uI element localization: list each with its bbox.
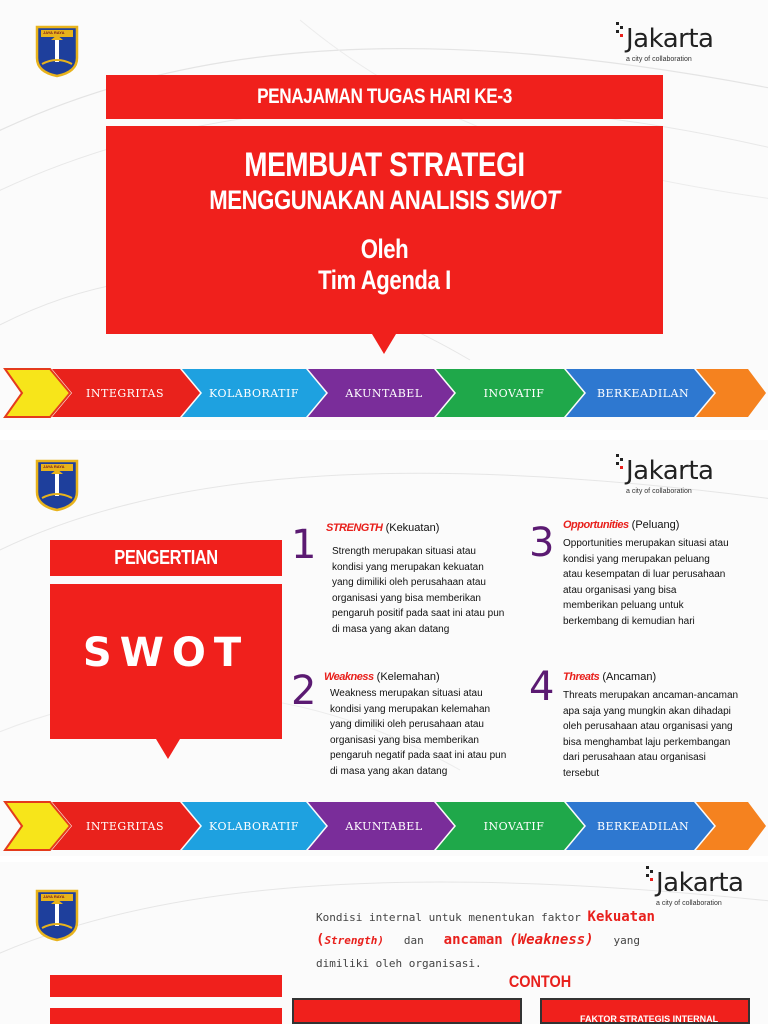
desc-line: organisasi yang bisa memberikan xyxy=(330,734,479,746)
values-ribbon xyxy=(0,800,768,852)
desc-line: organisasi yang bisa memberikan xyxy=(332,592,481,604)
item-4-heading xyxy=(563,671,656,683)
desc-line: kondisi yang merupakan kekuatan xyxy=(332,561,484,573)
jakarta-logo xyxy=(616,454,756,504)
example-box xyxy=(540,998,750,1024)
internal-conditions-text xyxy=(316,906,712,975)
ribbon-akuntabel: AKUNTABEL xyxy=(345,387,423,400)
ribbon-integritas: INTEGRITAS xyxy=(86,387,164,400)
jakarta-emblem xyxy=(34,458,80,512)
item-2-desc xyxy=(330,686,506,779)
desc-line: Opportunities merupakan situasi atau xyxy=(563,538,729,549)
desc-line: di masa yang akan datang xyxy=(332,623,450,635)
example-box-label: FAKTOR STRATEGIS INTERNAL xyxy=(580,1014,719,1024)
swot-box xyxy=(50,584,282,739)
title-line-2 xyxy=(156,185,613,216)
red-bar xyxy=(50,975,282,997)
desc-line: di masa yang akan datang xyxy=(330,765,448,777)
item-4-number: 4 xyxy=(529,664,555,710)
desc-line: pengaruh positif pada saat ini atau pun xyxy=(332,608,505,619)
ribbon-inovatif: INOVATIF xyxy=(483,387,545,400)
by-label: Oleh xyxy=(360,234,409,264)
item-2-number: 2 xyxy=(291,668,317,714)
desc-line: memberikan peluang untuk xyxy=(563,600,684,611)
ribbon-inovatif: INOVATIF xyxy=(483,820,545,833)
text-part: Kondisi internal untuk menentukan faktor xyxy=(316,911,581,924)
item-3-number: 3 xyxy=(529,520,555,566)
ribbon-integritas: INTEGRITAS xyxy=(86,820,164,833)
red-bar xyxy=(50,1008,282,1024)
item-3-meaning: (Peluang) xyxy=(631,519,680,531)
slide-gap xyxy=(0,430,768,440)
slide-3 xyxy=(0,862,768,1024)
header-banner xyxy=(106,75,663,119)
jakarta-emblem xyxy=(34,24,80,78)
desc-line: dari perusahaan atau organisasi xyxy=(563,752,706,763)
jakarta-tagline: a city of collaboration xyxy=(656,900,722,907)
text-part: yang xyxy=(613,934,640,947)
ribbon-berkeadilan: BERKEADILAN xyxy=(596,820,690,833)
title-box xyxy=(106,126,663,334)
title-pointer xyxy=(372,334,396,354)
desc-line: atau organisasi yang bisa xyxy=(563,584,677,596)
text-part: dimiliki oleh organisasi. xyxy=(316,957,482,970)
desc-line: bisa menghambat laju perkembangan xyxy=(563,736,731,748)
title-swot: SWOT xyxy=(495,185,560,215)
ribbon-berkeadilan: BERKEADILAN xyxy=(596,387,690,400)
item-4-desc xyxy=(563,688,738,781)
item-3-desc xyxy=(563,536,729,629)
jakarta-wordmark: Jakarta xyxy=(626,24,714,54)
desc-line: oleh perusahaan atau organisasi yang xyxy=(563,721,733,732)
ribbon-kolaboratif: KOLABORATIF xyxy=(209,820,299,833)
jakarta-tagline: a city of collaboration xyxy=(626,488,692,495)
item-3-heading xyxy=(563,519,679,531)
pengertian-banner xyxy=(50,540,282,576)
item-2-meaning: (Kelemahan) xyxy=(376,671,440,683)
title-line-1: MEMBUAT STRATEGI xyxy=(244,146,525,184)
jakarta-wordmark: Jakarta xyxy=(656,868,744,898)
emblem-text: JAYA RAYA xyxy=(43,464,65,469)
emblem-text: JAYA RAYA xyxy=(43,30,65,35)
jakarta-logo xyxy=(616,22,756,72)
weakness-italic: (Weakness) xyxy=(509,932,594,948)
desc-line: kondisi yang merupakan peluang xyxy=(563,553,710,565)
desc-line: atau kesempatan di luar perusahaan xyxy=(563,569,726,580)
example-box xyxy=(292,998,522,1024)
item-3-term: Opportunities xyxy=(563,519,629,531)
strength-italic: Strength) xyxy=(324,934,385,947)
desc-line: berkembang di kemudian hari xyxy=(563,615,695,627)
item-1-term: STRENGTH xyxy=(326,522,383,534)
item-4-meaning: (Ancaman) xyxy=(602,671,657,683)
desc-line: yang dimiliki oleh perusahaan atau xyxy=(330,719,484,730)
slide-2 xyxy=(0,440,768,856)
desc-line: apa saja yang mungkin akan dihadapi xyxy=(563,705,731,717)
desc-line: yang dimiliki oleh perusahaan atau xyxy=(332,577,486,588)
ribbon-akuntabel: AKUNTABEL xyxy=(345,820,423,833)
desc-line: Threats merupakan ancaman-ancaman xyxy=(563,690,739,701)
swot-label: SWOT xyxy=(82,630,250,676)
item-2-heading xyxy=(324,671,440,683)
item-1-desc xyxy=(332,544,504,637)
ancaman-highlight: ancaman xyxy=(443,932,503,948)
desc-line: Strength merupakan situasi atau xyxy=(332,546,476,557)
item-1-heading xyxy=(326,522,439,534)
desc-line: pengaruh negatif pada saat ini atau pun xyxy=(330,750,507,761)
text-part: dan xyxy=(403,934,424,947)
team-name: Tim Agenda I xyxy=(318,265,451,295)
jakarta-wordmark: Jakarta xyxy=(626,456,714,486)
desc-line: Weakness merupakan situasi atau xyxy=(330,688,483,699)
kekuatan-highlight: Kekuatan xyxy=(587,909,655,925)
jakarta-tagline: a city of collaboration xyxy=(626,56,692,63)
item-2-term: Weakness xyxy=(324,671,374,683)
contoh-label: CONTOH xyxy=(508,972,572,991)
desc-line: tersebut xyxy=(563,767,600,779)
title-line-2-text: MENGGUNAKAN ANALISIS xyxy=(209,185,490,215)
item-1-number: 1 xyxy=(291,522,317,568)
item-4-term: Threats xyxy=(563,671,600,683)
pengertian-label: PENGERTIAN xyxy=(114,547,218,569)
swot-pointer xyxy=(156,739,180,759)
item-1-meaning: (Kekuatan) xyxy=(385,522,440,534)
jakarta-emblem xyxy=(34,888,80,942)
values-ribbon xyxy=(0,367,768,419)
emblem-text: JAYA RAYA xyxy=(43,894,65,899)
header-text: PENAJAMAN TUGAS HARI KE-3 xyxy=(257,85,512,108)
ribbon-kolaboratif: KOLABORATIF xyxy=(209,387,299,400)
slide-1 xyxy=(0,0,768,430)
desc-line: kondisi yang merupakan kelemahan xyxy=(330,703,491,715)
paren: ( xyxy=(316,932,325,948)
